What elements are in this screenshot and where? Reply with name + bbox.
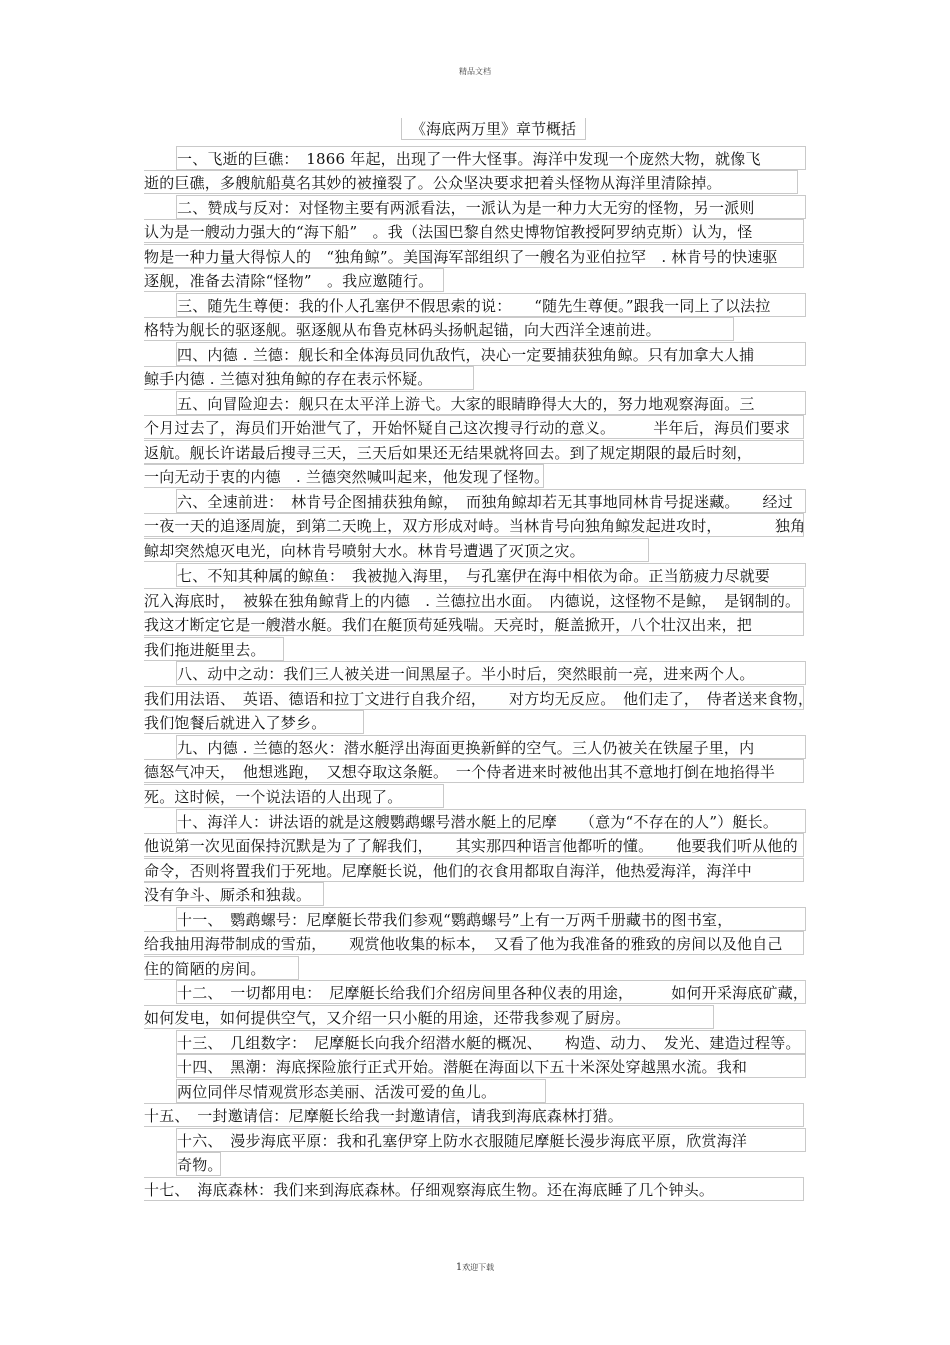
text-line: 十二、 一切都用电： 尼摩艇长给我们介绍房间里各种仪表的用途， 如何开采海底矿藏， xyxy=(176,980,806,1004)
text-line: 死。这时候，一个说法语的人出现了。 xyxy=(144,784,444,808)
text-line: 十一、 鹦鹉螺号：尼摩艇长带我们参观“鹦鹉螺号”上有一万两千册藏书的图书室， xyxy=(176,907,806,931)
text-line: 二、赞成与反对：对怪物主要有两派看法，一派认为是一种力大无穷的怪物，另一派则 xyxy=(176,195,806,219)
text-line: 十四、 黑潮：海底探险旅行正式开始。潜艇在海面以下五十米深处穿越黑水流。我和 xyxy=(176,1054,806,1078)
text-line: 逝的巨礁，多艘航船莫名其妙的被撞裂了。公众坚决要求把着头怪物从海洋里清除掉。 xyxy=(144,170,798,194)
text-line: 个月过去了，海员们开始泄气了，开始怀疑自己这次搜寻行动的意义。 半年后，海员们要求 xyxy=(144,415,804,439)
text-line: 十六、 漫步海底平原：我和孔塞伊穿上防水衣服随尼摩艇长漫步海底平原，欣赏海洋 xyxy=(176,1128,806,1152)
text-line: 十、海洋人：讲法语的就是这艘鹦鹉螺号潜水艇上的尼摩 （意为“不存在的人”）艇长。 xyxy=(176,809,806,833)
text-line: 物是一种力量大得惊人的 “独角鲸”。美国海军部组织了一艘名为亚伯拉罕 . 林肯号的快速驱 xyxy=(144,244,804,268)
text-line: 认为是一艘动力强大的“海下船” 。我（法国巴黎自然史博物馆教授阿罗纳克斯）认为，怪 xyxy=(144,219,804,243)
text-line: 三、随先生尊便：我的仆人孔塞伊不假思索的说： “随先生尊便。”跟我一同上了以法拉 xyxy=(176,293,806,317)
document-title: 《海底两万里》章节概括 xyxy=(401,118,586,140)
page-number: 1 xyxy=(455,1262,463,1273)
text-line: 如何发电，如何提供空气，又介绍一只小艇的用途，还带我参观了厨房。 xyxy=(144,1005,714,1029)
text-line: 德怒气冲天， 他想逃跑， 又想夺取这条艇。 一个侍者进来时被他出其不意地打倒在地掐得半 xyxy=(144,759,804,783)
text-line: 两位同伴尽情观赏形态美丽、活泼可爱的鱼儿。 xyxy=(176,1079,546,1103)
text-line: 八、动中之动：我们三人被关进一间黑屋子。半小时后，突然眼前一亮，进来两个人。 xyxy=(176,661,806,685)
text-line: 奇物。 xyxy=(176,1152,221,1176)
text-line: 我们拖进艇里去。 xyxy=(144,637,284,661)
text-line: 一向无动于衷的内德 . 兰德突然喊叫起来，他发现了怪物。 xyxy=(144,464,544,488)
text-line: 六、全速前进： 林肯号企图捕获独角鲸， 而独角鲸却若无其事地同林肯号捉迷藏。 经过 xyxy=(176,489,806,513)
text-line: 逐舰，准备去清除“怪物” 。我应邀随行。 xyxy=(144,268,444,292)
text-line: 五、向冒险迎去：舰只在太平洋上游弋。大家的眼睛睁得大大的，努力地观察海面。三 xyxy=(176,391,806,415)
page-footer xyxy=(0,1262,950,1273)
text-line: 住的简陋的房间。 xyxy=(144,956,299,980)
text-line: 他说第一次见面保持沉默是为了了解我们， 其实那四种语言他都听的懂。 他要我们听从他的 xyxy=(144,833,804,857)
text-line: 鲸却突然熄灭电光，向林肯号喷射大水。林肯号遭遇了灭顶之灾。 xyxy=(144,538,649,562)
text-line: 一、飞逝的巨礁： 1866 年起，出现了一件大怪事。海洋中发现一个庞然大物，就像飞 xyxy=(176,146,806,170)
text-line: 返航。舰长许诺最后搜寻三天，三天后如果还无结果就将回去。到了规定期限的最后时刻， xyxy=(144,440,804,464)
text-line: 十五、 一封邀请信：尼摩艇长给我一封邀请信，请我到海底森林打猎。 xyxy=(144,1103,804,1127)
text-line: 格特为舰长的驱逐舰。驱逐舰从布鲁克林码头扬帆起锚，向大西洋全速前进。 xyxy=(144,317,734,341)
text-line: 九、内德 . 兰德的怒火：潜水艇浮出海面更换新鲜的空气。三人仍被关在铁屋子里，内 xyxy=(176,735,806,759)
text-line: 十三、 几组数字： 尼摩艇长向我介绍潜水艇的概况、 构造、动力、 发光、建造过程等。 xyxy=(176,1030,806,1054)
text-line: 命令，否则将置我们于死地。尼摩艇长说，他们的衣食用都取自海洋，他热爱海洋，海洋中 xyxy=(144,858,804,882)
text-line: 一夜一天的追逐周旋，到第二天晚上，双方形成对峙。当林肯号向独角鲸发起进攻时， 独角 xyxy=(144,513,804,537)
text-line: 沉入海底时， 被躲在独角鲸背上的内德 . 兰德拉出水面。 内德说，这怪物不是鲸， 是钢制的。 xyxy=(144,588,804,612)
text-line: 给我抽用海带制成的雪茄， 观赏他收集的标本， 又看了他为我准备的雅致的房间以及他自己 xyxy=(144,931,804,955)
page-header: 精品文档 xyxy=(459,67,491,76)
text-line: 十七、 海底森林：我们来到海底森林。仔细观察海底生物。还在海底睡了几个钟头。 xyxy=(144,1177,804,1201)
text-line: 七、不知其种属的鲸鱼： 我被抛入海里， 与孔塞伊在海中相依为命。正当筋疲力尽就要 xyxy=(176,563,806,587)
text-line: 没有争斗、厮杀和独裁。 xyxy=(144,882,324,906)
text-line: 我们用法语、 英语、德语和拉丁文进行自我介绍， 对方均无反应。 他们走了， 侍者送来食物， xyxy=(144,686,804,710)
footer-text: 欢迎下载 xyxy=(462,1263,495,1272)
text-line: 鲸手内德 . 兰德对独角鲸的存在表示怀疑。 xyxy=(144,366,474,390)
text-line: 我们饱餐后就进入了梦乡。 xyxy=(144,710,364,734)
text-line: 我这才断定它是一艘潜水艇。我们在艇顶苟延残喘。天亮时，艇盖掀开，八个壮汉出来，把 xyxy=(144,612,804,636)
text-line: 四、内德 . 兰德：舰长和全体海员同仇敌忾，决心一定要捕获独角鲸。只有加拿大人捕 xyxy=(176,342,806,366)
